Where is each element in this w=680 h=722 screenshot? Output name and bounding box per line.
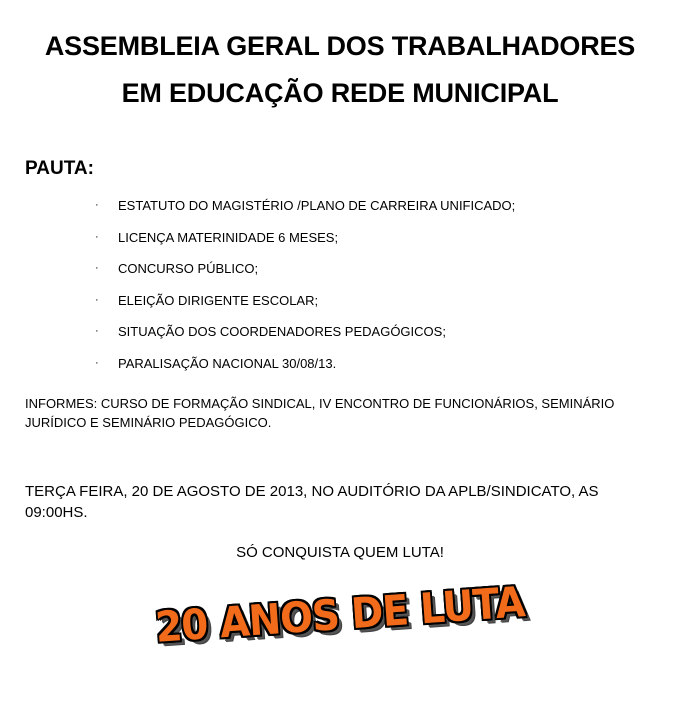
title-line-2: EM EDUCAÇÃO REDE MUNICIPAL — [121, 78, 559, 108]
bullet-icon: · — [95, 199, 99, 211]
agenda-item-text: CONCURSO PÚBLICO; — [118, 261, 259, 277]
bullet-icon: · — [95, 325, 99, 338]
title-line-1: ASSEMBLEIA GERAL DOS TRABALHADORES — [44, 31, 636, 61]
agenda-item-text: ELEIÇÃO DIRIGENTE ESCOLAR; — [118, 292, 319, 308]
banner-text: 20 ANOS DE LUTA — [153, 577, 527, 652]
agenda-heading: PAUTA: — [25, 158, 94, 179]
agenda-item-text: ESTATUTO DO MAGISTÉRIO /PLANO DE CARREIRA UNIFICADO; — [118, 198, 516, 213]
anniversary-banner — [0, 577, 680, 652]
event-details: TERÇA FEIRA, 20 DE AGOSTO DE 2013, NO AUDITÓRIO DA APLB/SINDICATO, AS 09:00HS. — [25, 483, 599, 521]
bullet-icon: · — [95, 293, 99, 306]
slogan: SÓ CONQUISTA QUEM LUTA! — [236, 544, 444, 561]
agenda-item-text: PARALISAÇÃO NACIONAL 30/08/13. — [118, 355, 337, 371]
agenda-item-text: LICENÇA MATERINIDADE 6 MESES; — [118, 229, 339, 245]
bullet-icon: · — [95, 230, 99, 243]
informes-paragraph: INFORMES: CURSO DE FORMAÇÃO SINDICAL, IV ENCONTRO DE FUNCIONÁRIOS, SEMINÁRIO JURÍDICO E SEMINÁRIO PEDAGÓGICO. — [25, 396, 615, 430]
agenda-item-text: SITUAÇÃO DOS COORDENADORES PEDAGÓGICOS; — [118, 324, 446, 340]
bullet-icon: · — [95, 356, 99, 369]
bullet-icon: · — [95, 262, 99, 275]
